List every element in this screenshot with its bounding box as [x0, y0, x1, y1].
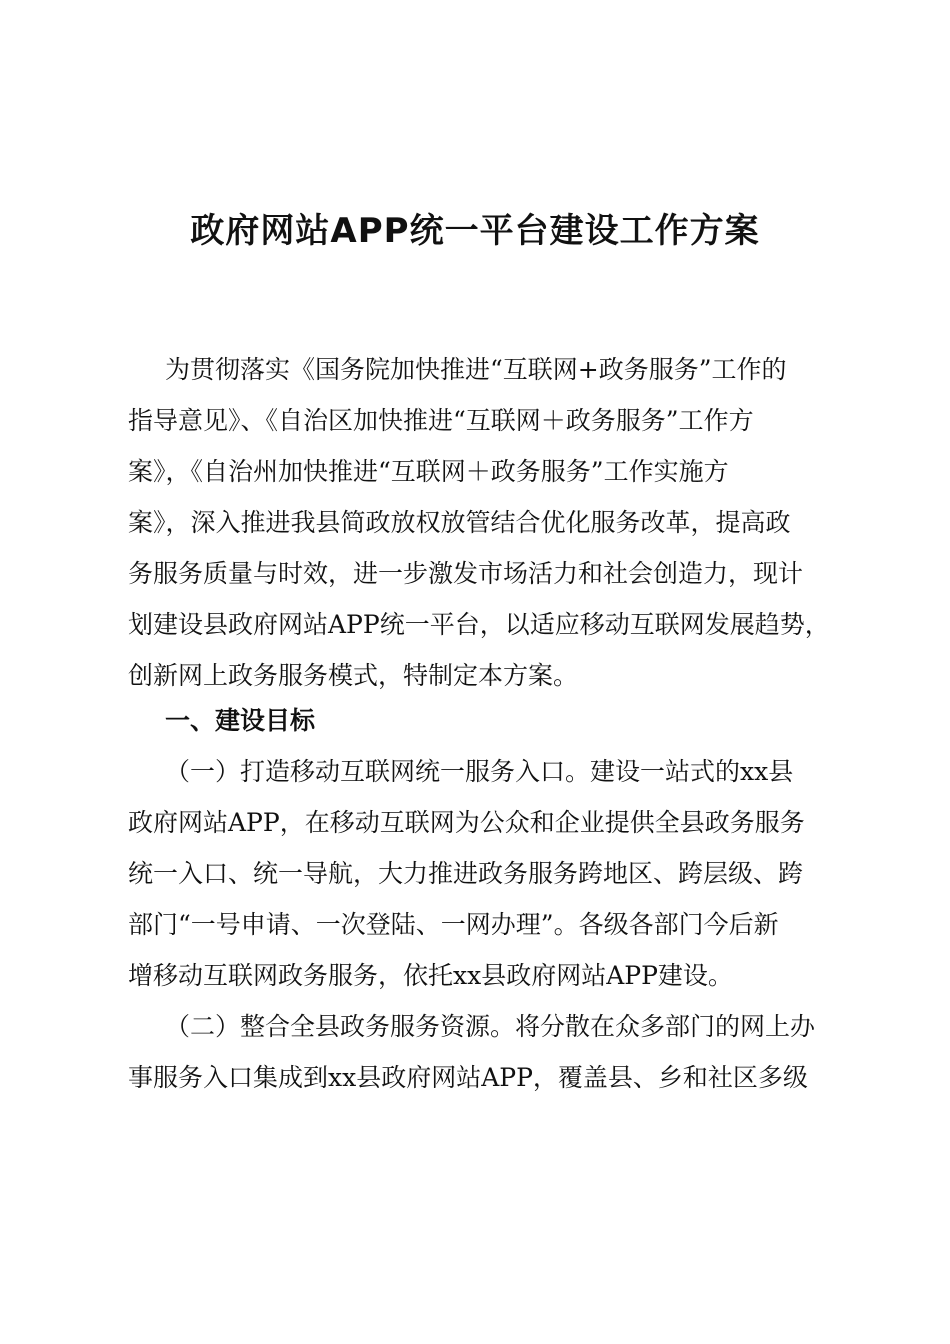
- section-heading: 一、建设目标: [165, 706, 316, 735]
- paragraph-line: 政府网站APP，在移动互联网为公众和企业提供全县政务服务: [128, 808, 805, 837]
- paragraph-line: 创新网上政务服务模式，特制定本方案。: [128, 661, 579, 690]
- paragraph-line: 事服务入口集成到xx县政府网站APP，覆盖县、乡和社区多级: [128, 1063, 808, 1092]
- paragraph-line: 案》，深入推进我县简政放权放管结合优化服务改革，提高政: [128, 508, 791, 537]
- paragraph-line: （二）整合全县政务服务资源。将分散在众多部门的网上办: [165, 1012, 816, 1041]
- paragraph-line: 增移动互联网政务服务，依托xx县政府网站APP建设。: [128, 961, 733, 990]
- paragraph-line: 部门“一号申请、一次登陆、一网办理”。各级各部门今后新: [128, 910, 779, 939]
- paragraph-line: 统一入口、统一导航，大力推进政务服务跨地区、跨层级、跨: [128, 859, 804, 888]
- paragraph-line: 务服务质量与时效，进一步激发市场活力和社会创造力，现计: [128, 559, 804, 588]
- paragraph-line: 案》，《自治州加快推进“互联网＋政务服务”工作实施方: [128, 457, 729, 486]
- document-title: 政府网站APP统一平台建设工作方案: [190, 211, 760, 251]
- paragraph-line: 为贯彻落实《国务院加快推进“互联网+政务服务”工作的: [165, 355, 787, 384]
- paragraph-line: 划建设县政府网站APP统一平台，以适应移动互联网发展趋势，: [128, 610, 830, 639]
- paragraph-line: （一）打造移动互联网统一服务入口。建设一站式的xx县: [165, 757, 794, 786]
- paragraph-line: 指导意见》、《自治区加快推进“互联网＋政务服务”工作方: [128, 406, 754, 435]
